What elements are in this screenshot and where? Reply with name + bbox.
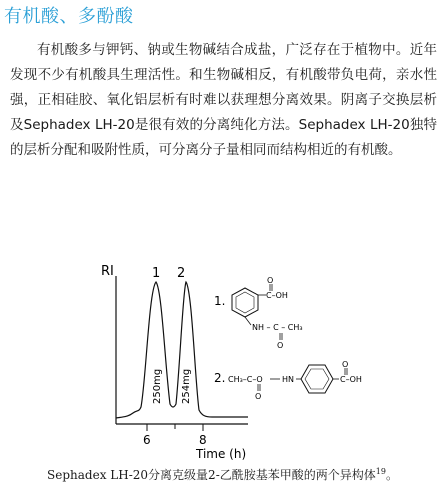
section-heading: 有机酸、多酚酸 <box>4 6 134 27</box>
compound-2-nh: HN <box>282 375 294 384</box>
x-axis-label: Time (h) <box>196 447 247 461</box>
compound-2-carboxyl: C–OH <box>340 375 362 384</box>
compound-1-carboxyl-oxygen: O <box>267 276 274 285</box>
peak-2-label: 2 <box>177 266 186 281</box>
compound-2-acetoxy-oxygen: O <box>255 392 262 401</box>
compound-1-amide-oxygen: O <box>277 341 284 350</box>
caption-reference: 19 <box>375 467 386 476</box>
compound-2-acetoxy: CH₃–C–O <box>228 375 263 384</box>
compound-2-carboxyl-oxygen: O <box>342 360 349 369</box>
compound-1-number: 1. <box>214 294 226 308</box>
compound-2-number: 2. <box>214 371 226 385</box>
peak-2-amount: 254mg <box>181 368 192 404</box>
caption-end: 。 <box>385 468 398 482</box>
peak-1-amount: 250mg <box>152 368 163 404</box>
caption-text: Sephadex LH-20分离克级量2-乙酰胺基苯甲酸的两个异构体 <box>47 468 376 482</box>
x-tick-label-8: 8 <box>199 433 207 447</box>
compound-1-carboxyl: C–OH <box>266 291 288 300</box>
peak-1-label: 1 <box>152 266 161 281</box>
x-tick-label-6: 6 <box>143 433 151 447</box>
figure-caption <box>0 466 445 483</box>
compound-1-structure <box>214 276 303 350</box>
compound-1-amide: NH – C – CH₃ <box>252 323 303 332</box>
y-axis-label: RI <box>101 264 114 279</box>
compound-2-structure <box>214 360 362 401</box>
body-paragraph: 有机酸多与钾钙、钠或生物碱结合成盐，广泛存在于植物中。近年发现不少有机酸具生理活性。和生物碱相反，有机酸带负电荷，亲水性强，正相硅胶、氧化铝层析有时难以获理想分离效果。阴离子交换层析及Sephadex LH-20是很有效的分离纯化方法。Sephadex LH-20独特的层析分配和吸附性质，可分离分子量相同而结构相近的有机酸。 <box>10 42 437 158</box>
